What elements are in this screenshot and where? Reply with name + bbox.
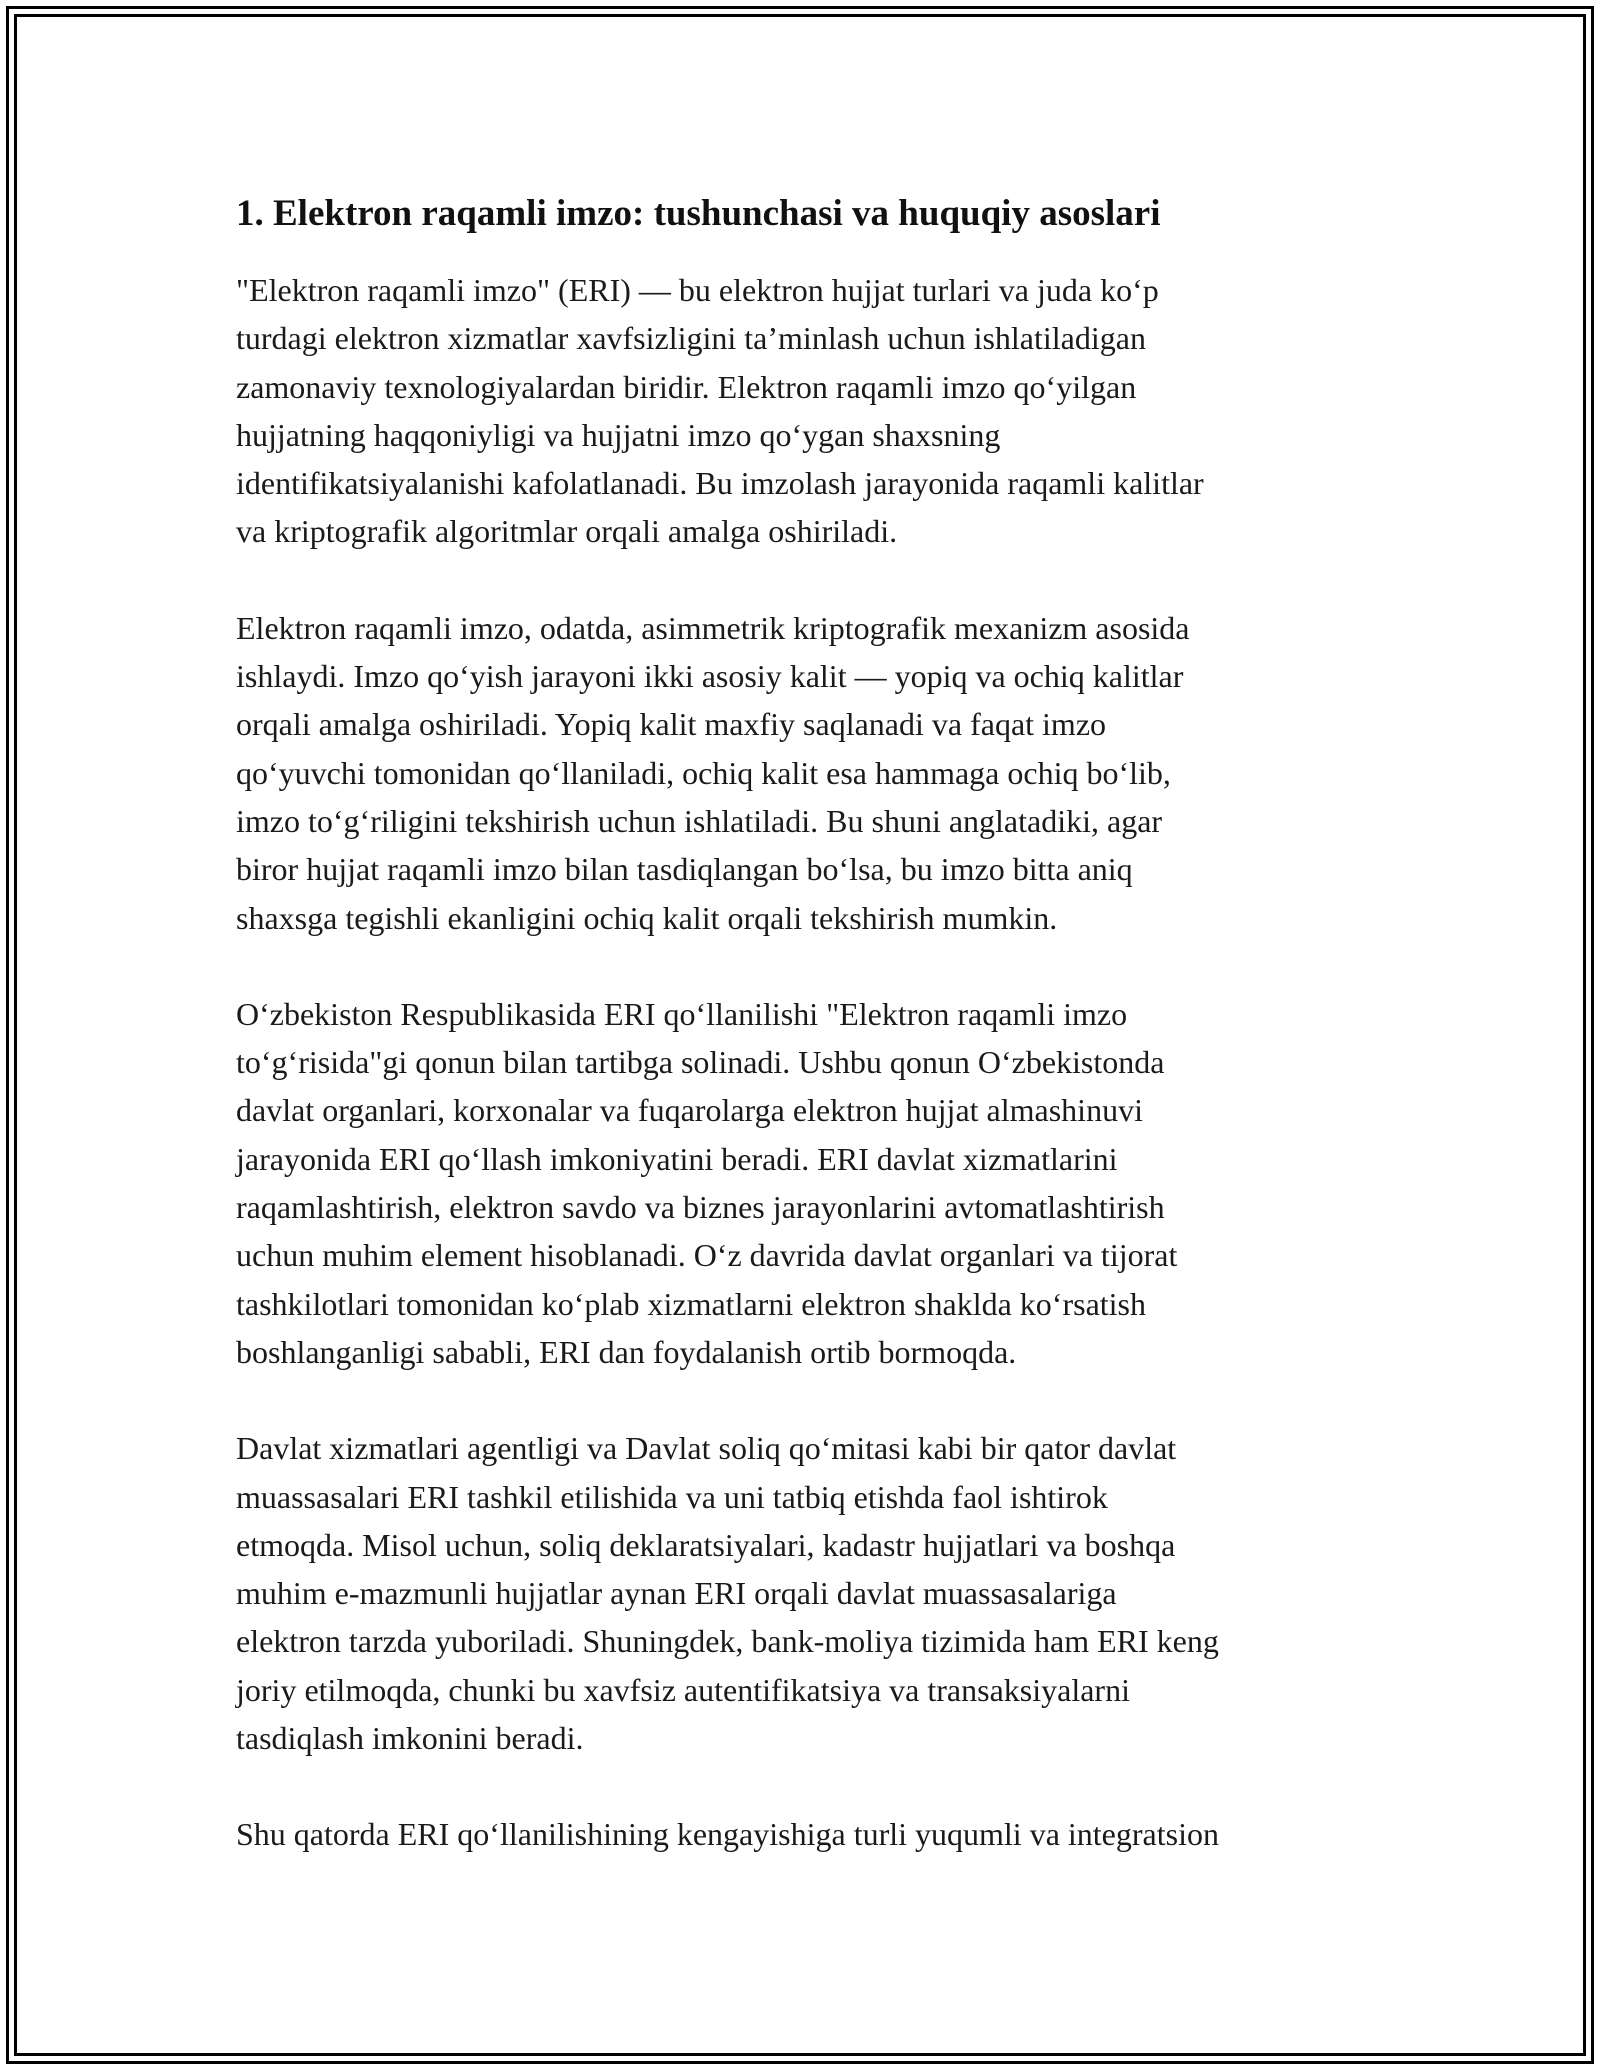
text-line: raqamlashtirish, elektron savdo va biznes jarayonlarini avtomatlashtirish (236, 1189, 1165, 1226)
text-line: shaxsga tegishli ekanligini ochiq kalit orqali tekshirish mumkin. (236, 899, 1058, 936)
text-line: hujjatning haqqoniyligi va hujjatni imzo qoʻygan shaxsning (236, 416, 1001, 453)
text-line: etmoqda. Misol uchun, soliq deklaratsiyalari, kadastr hujjatlari va boshqa (236, 1526, 1176, 1563)
paragraph-2 (236, 604, 1376, 942)
text-line: qoʻyuvchi tomonidan qoʻllaniladi, ochiq kalit esa hammaga ochiq boʻlib, (236, 754, 1171, 791)
text-line: identifikatsiyalanishi kafolatlanadi. Bu imzolash jarayonida raqamli kalitlar (236, 465, 1204, 502)
section-heading: 1. Elektron raqamli imzo: tushunchasi va huquqiy asoslari (236, 193, 1161, 234)
text-line: "Elektron raqamli imzo" (ERI) — bu elektron hujjat turlari va juda koʻp (236, 272, 1159, 308)
text-line: zamonaviy texnologiyalardan biridir. Elektron raqamli imzo qoʻyilgan (236, 368, 1137, 405)
document-body (236, 186, 1376, 1907)
text-line: Oʻzbekiston Respublikasida ERI qoʻllanilishi "Elektron raqamli imzo (236, 995, 1128, 1032)
text-line: elektron tarzda yuboriladi. Shuningdek, bank-moliya tizimida ham ERI keng (236, 1623, 1219, 1660)
text-line: boshlanganligi sababli, ERI dan foydalanish ortib bormoqda. (236, 1333, 1017, 1370)
text-line: Shu qatorda ERI qoʻllanilishining kengayishiga turli yuqumli va integratsion (236, 1816, 1219, 1853)
text-line: uchun muhim element hisoblanadi. Oʻz davrida davlat organlari va tijorat (236, 1237, 1178, 1274)
text-line: biror hujjat raqamli imzo bilan tasdiqlangan boʻlsa, bu imzo bitta aniq (236, 851, 1133, 888)
text-line: turdagi elektron xizmatlar xavfsizligini taʼminlash uchun ishlatiladigan (236, 320, 1146, 357)
text-line: toʻgʻrisida"gi qonun bilan tartibga solinadi. Ushbu qonun Oʻzbekistonda (236, 1044, 1165, 1081)
text-line: joriy etilmoqda, chunki bu xavfsiz autentifikatsiya va transaksiyalarni (236, 1671, 1130, 1708)
text-line: jarayonida ERI qoʻllash imkoniyatini beradi. ERI davlat xizmatlarini (236, 1140, 1118, 1177)
text-line: ishlaydi. Imzo qoʻyish jarayoni ikki asosiy kalit — yopiq va ochiq kalitlar (236, 658, 1184, 695)
text-line: va kriptografik algoritmlar orqali amalga oshiriladi. (236, 513, 898, 550)
text-line: davlat organlari, korxonalar va fuqarolarga elektron hujjat almashinuvi (236, 1092, 1143, 1129)
text-line: tashkilotlari tomonidan koʻplab xizmatlarni elektron shaklda koʻrsatish (236, 1285, 1146, 1322)
paragraph-3 (236, 990, 1376, 1376)
text-line: imzo toʻgʻriligini tekshirish uchun ishlatiladi. Bu shuni anglatadiki, agar (236, 802, 1163, 839)
text-line: Elektron raqamli imzo, odatda, asimmetrik kriptografik mexanizm asosida (236, 609, 1190, 646)
paragraph-1 (236, 266, 1376, 556)
text-line: Davlat xizmatlari agentligi va Davlat soliq qoʻmitasi kabi bir qator davlat (236, 1430, 1177, 1467)
paragraph-4 (236, 1424, 1376, 1762)
text-line: tasdiqlash imkonini beradi. (236, 1720, 584, 1757)
text-line: orqali amalga oshiriladi. Yopiq kalit maxfiy saqlanadi va faqat imzo (236, 706, 1107, 743)
text-line: muhim e-mazmunli hujjatlar aynan ERI orqali davlat muassasalariga (236, 1575, 1117, 1612)
paragraph-5 (236, 1810, 1376, 1858)
text-line: muassasalari ERI tashkil etilishida va uni tatbiq etishda faol ishtirok (236, 1478, 1108, 1515)
